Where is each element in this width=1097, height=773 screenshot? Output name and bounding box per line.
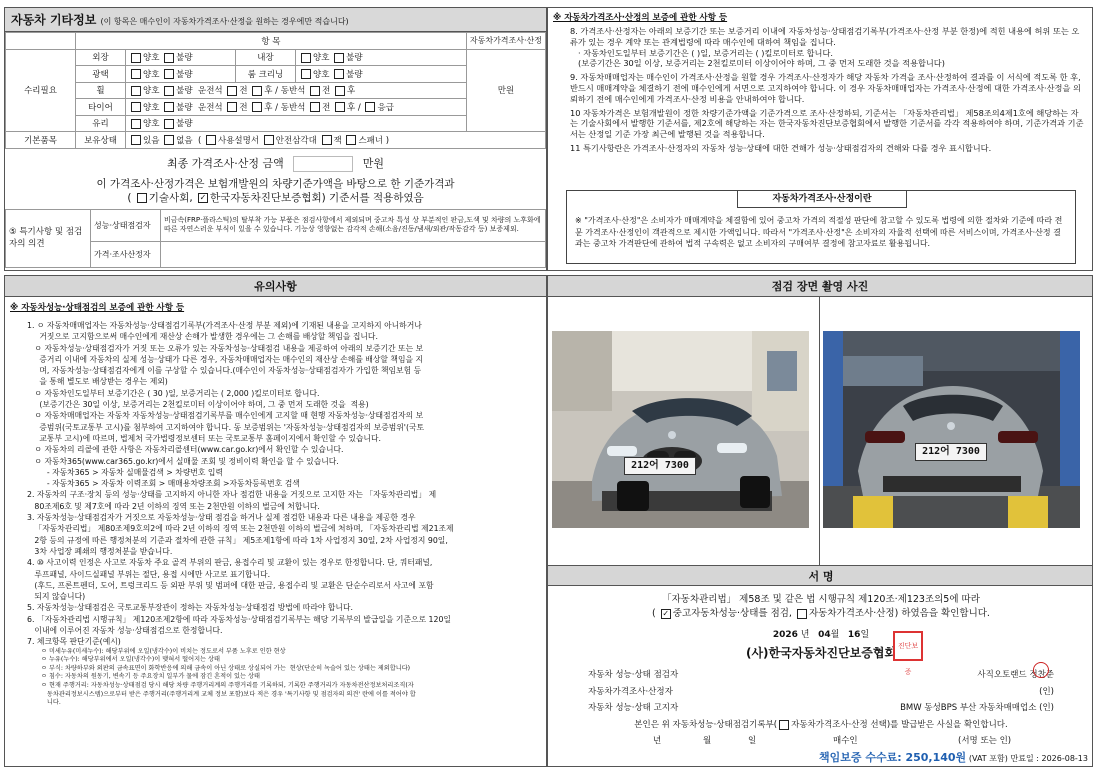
basis-line: 이 가격조사·산정가격은 보험개발원의 차량기준가액을 바탕으로 한 기준가격과 [96,177,455,190]
price-definition-title: 자동차가격조사·산정이란 [737,190,907,208]
bad-checkbox[interactable] [164,119,174,129]
bad-checkbox[interactable] [334,69,344,79]
final-price-unit: 만원 [362,156,384,170]
photo-title: 점검 장면 촬영 사진 [548,276,1092,297]
note-line: 루프패널, 사이드실패널 부위는 절단, 용접 시에만 사고로 표기합니다. [27,569,271,579]
note-line: 4. ⑩ 사고이력 인정은 사고로 자동차 주요 골격 부위의 판금, 용접수리 및 교환이 있는 경우로 한정합니다. 단, 쿼터패널, [27,558,433,568]
used-car-perf-checkbox[interactable]: ✓ [662,608,670,618]
price-guarantee-panel [547,7,1093,271]
sign-law-line: 「자동차관리법」 제58조 및 같은 법 시행규칙 제120조·제123조의5에 따라 [662,594,980,605]
note-line: 80조제6호 및 제7호에 따라 2년 이하의 징역 또는 2천만원 이하의 벌금에 처합니다. [27,501,320,511]
note-line: 증범위(국토교통부 고시)를 첨부하여 고지하여야 합니다. 동 보증범위는 '자동차성능·상태점검자의 보증범위'(국토 [27,422,425,432]
good-checkbox[interactable] [131,86,141,96]
front-car-photo [552,331,809,528]
price-survey-select-checkbox[interactable] [779,720,789,730]
note-line: 1. ㅇ 자동차매매업자는 자동차성능·상태점검기록부(가격조사·산정 부분 제외)에 기재된 내용을 고지하지 아니하거나 [27,321,422,330]
guarantee-item: 8. 가격조사·산정자는 아래의 보증기간 또는 보증거리 이내에 자동차성능·상태점검기록부(가격조사·산정 부분 한정)에 적힌 내용에 허위 또는 오류가 있는 경우 계약 또는 관계법령에 따라 매수인에 대하여 책임을 집니다. [570,26,1080,47]
repair-label: 수리필요 [6,49,76,132]
association-seal: 진단보증 [893,631,923,661]
note-line: - 자동차365 > 자동차 이력조회 > 매매용차량조회 >자동차등록번호 검색 [27,479,300,489]
note-line: 을 통해 별도로 배상받는 경우는 제외) [27,377,168,387]
photos-sign-panel: 점검 장면 촬영 사진 212어 7300 212어 7300 서 명 「자동차관리법」 제58조 및 같은 법 시행규칙 제120조·제123조의5에 따라 ( ✓ 중고자동차성능·상태를 점검, 자동차가격조사·산정) 하였음을 확인합니다. 2026 년 04월 16일 (사)한국자동차진단보증협회 진단보증 자동차 성능·상태 점검자 사직오토랜드 정찬준 자동차가격조사·산정자 (인) 자동차 성능·상태 고지자 BMW 동성BPS 부산 자동차매매업소 (인) 본인은 위 자동차성능·상태점검기록부( 자동차가격조사·산정 선택)를 발급받은 사실을 확인합니다. 년 월 일 매수인 (서명 또는 인) 책임보증 수수료: 250,140원 (VAT 포함) 만료일 : 2026-08-13 [547,275,1093,767]
role-row: 자동차 성능·상태 점검자 사직오토랜드 정찬준 [588,670,1054,680]
rear-checkbox[interactable] [335,102,345,112]
guarantee-item: · 자동차인도일부터 보증기간은 ( )일, 보증거리는 ( )킬로미터로 합니다. [578,47,833,58]
col-item-header: 항 목 [76,33,467,50]
front-checkbox[interactable] [310,86,320,96]
note-line: 되지 않습니다) [27,592,86,602]
special-notes-table [5,209,546,268]
price-definition-box [566,190,1076,264]
inspector-seal-icon [1033,662,1049,678]
criteria-line: ㅇ 미세누유(미세누수): 해당부위에 오일(냉각수)이 비치는 정도로서 부품 노후로 인한 현상 [41,647,286,655]
good-checkbox[interactable] [131,53,141,63]
front-checkbox[interactable] [227,86,237,96]
bad-checkbox[interactable] [334,53,344,63]
bad-checkbox[interactable] [164,102,174,112]
row-room-cleaning: 룸 크리닝 [236,66,296,83]
row-gloss: 광택 [76,66,126,83]
price-definition-text: ※ "가격조사·산정"은 소비자가 매매계약을 체결함에 있어 중고차 가격의 적절성 판단에 참고할 수 있도록 법령에 의한 절차와 기준에 따라 전문 가격조사·산정인이 객관적으로 제시한 가액입니다. 따라서 "가격조사·산정"은 소비자의 자율적 선택에 따른 서비스이며, 가격조사·산정 결과는 중고차 가격판단에 관하여 법적 구속력은 없고 소비자의 구매여부 결정에 참고자료로 활용됩니다. [575,216,1063,248]
price-guarantee-heading: ※ 자동차가격조사·산정의 보증에 관한 사항 등 [553,13,728,23]
row-exterior: 외장 [76,49,126,66]
note-line: ㅇ 자동차365(www.car365.go.kr)에서 실매물 조회 및 정비이력 확인을 할 수 있습니다. [27,456,339,466]
note-line: 며, 자동차성능·상태점검자에게 이를 구상할 수 있습니다.(매수인이 자동차성능·상태점검자가 가입한 책임보험 등 [27,366,422,376]
final-price-label: 최종 가격조사·산정 금액 [166,156,284,170]
price-inspector-note [161,241,546,267]
note-line: 3. 자동차성능·상태점검자가 거짓으로 자동차성능·상태 점검을 하거나 실제 점검한 내용과 다른 내용을 제공한 경우 [27,513,416,523]
front-checkbox[interactable] [227,102,237,112]
vehicle-other-info-panel [4,7,547,271]
rear-checkbox[interactable] [252,102,262,112]
spanner-checkbox[interactable] [346,135,356,145]
expiry-date: 만료일 : 2026-08-13 [1010,754,1088,763]
final-price-field[interactable] [293,156,353,172]
issuance-confirm-line: 본인은 위 자동차성능·상태점검기록부( 자동차가격조사·산정 선택)를 발급받은 사실을 확인합니다. [634,720,1008,730]
criteria-line: ㅇ 침수: 자동차의 원동기, 변속기 등 주요장치 일부가 물에 잠긴 흔적이 있는 상태 [41,673,260,681]
note-line: (후드, 프론트펜더, 도어, 트렁크리드 등 외판 부위 및 범퍼에 대한 판금, 용접수리 및 교환은 단순수리로서 사고에 포함 [27,580,434,590]
options-table: 항 목 자동차가격조사·산정 수리필요 외장 양호 불량 내장 양호 불량 만원 광택 양호 불량 룸 크리닝 양호 불량 휠 양호 불량 운전석 전 후 / 동반석 전 후 타이어 양호 불량 운전석 전 후 / 동반석 전 후 / 응급 유리 양호 불량 기본품목 보유상태 있음 없음 ( 사용설명서 안전삼각대 잭 스패너 ) [5,32,546,149]
note-line: 7. 체크항목 판단기준(예시) [27,637,121,647]
triangle-checkbox[interactable] [264,135,274,145]
rear-car-image [823,331,1080,528]
criteria-line: ㅇ 부식: 차량하부와 외판의 금속표면이 화학반응에 의해 금속이 아닌 상태로 상실되어 가는 현상(단순히 녹슬어 있는 상태는 제외합니다) [41,664,411,672]
notes-title: 유의사항 [5,276,546,297]
perf-inspector-note: 비금속(FRP·플라스틱)의 탈부착 가능 부품은 점검사항에서 제외되며 중고차 특성 상 부분적인 판금,도색 및 차량의 노후화에 따른 자연스러운 부식이 있을 수 있습니다. 기능상 영향없는 감각적 손해(소음/진동/냄새/외관/작동감각 등) 보증제외. [161,209,546,241]
good-checkbox[interactable] [131,69,141,79]
fee-row [548,749,1093,765]
price-inspector-label: 가격·조사산정자 [91,241,161,267]
note-line: ㅇ 자동차성능·상태점검자가 거짓 또는 오류가 있는 자동차성능·상태점검 내용을 제공하여 아래의 보증기간 또는 보 [27,343,424,353]
criteria-line: ㅇ 누유(누수): 해당부위에서 오일(냉각수)이 맺혀서 떨어지는 상태 [41,656,220,664]
good-checkbox[interactable] [131,102,141,112]
manual-checkbox[interactable] [206,135,216,145]
note-line: ㅇ 자동차의 리콜에 관한 사항은 자동차리콜센터(www.car.go.kr)에서 확인할 수 있습니다. [27,445,344,455]
bad-checkbox[interactable] [164,86,174,96]
criteria-line: 동차관리정보시스템)으로부터 받은 주행거리(주행거리계 교체 정보 포함)보다 적은 경우 '특기사항 및 점검자의 의견' 란에 이를 적어야 합 [41,690,416,698]
front-checkbox[interactable] [310,102,320,112]
note-line: 5. 자동차성능·상태점검은 국토교통부장관이 정하는 자동차성능·상태점검 방법에 따라야 합니다. [27,603,353,613]
note-line: 「자동차관리법」 제80조제9호의2에 따라 2년 이하의 징역 또는 2천만원 이하의 벌금에 처하며, 「자동차관리법 제21조제 [27,524,454,534]
note-line: 이내에 이루어진 자동차 성능·상태점검으로 한정합니다. [27,626,223,636]
note-line: 2. 자동차의 구조·장치 등의 성능·상태를 고지하지 아니한 자나 점검한 내용을 거짓으로 고지한 자는 「자동차관리법」 제 [27,490,437,500]
signature-title: 서 명 [548,565,1093,586]
basis-text: 이 가격조사·산정가격은 보험개발원의 차량기준가액을 바탕으로 한 기준가격과 ( 기술사회, ✓ 한국자동차진단보증협회) 기준서를 적용하였음 [5,177,546,205]
guarantee-item: (보증기간은 30일 이상, 보증거리는 2천킬로미터 이상이어야 하며, 그 중 먼저 도래한 것을 적용합니다) [578,58,945,69]
criteria-line: ㅇ 현재 주행거리: 자동차성능·상태점검 당시 해당 차량 주행거리계의 주행거리를 기록하되, 기록한 주행거리가 자동차전산정보처리조직(자 [41,681,414,689]
sign-confirm-line: ( ✓ 중고자동차성능·상태를 점검, 자동차가격조사·산정) 하였음을 확인합니다. [652,608,990,619]
col-price-header: 자동차가격조사·산정 [466,33,545,50]
note-line: 증거리 이내에 자동차의 실제 성능·상태가 다른 경우, 자동차매매업자는 매수인의 재산상 손해를 배상할 책임을 지 [27,354,424,364]
note-line: ㅇ 자동차인도일부터 보증기간은 ( 30 )일, 보증거리는 ( 2,000 )킬로미터로 합니다. [27,388,320,398]
bad-checkbox[interactable] [164,53,174,63]
criteria-line: 니다. [41,699,61,707]
photo-divider [819,297,820,565]
sign-date: 2026 년 04월 16일 [772,630,870,640]
basic-status-label: 보유상태 [76,132,126,149]
kadia-checkbox[interactable]: ✓ [199,192,207,202]
front-car-image [552,331,809,528]
notes-heading: ※ 자동차성능·상태점검의 보증에 관한 사항 등 [10,303,185,313]
have-checkbox[interactable] [131,135,141,145]
emergency-checkbox[interactable] [365,102,375,112]
price-unit: 만원 [466,49,545,132]
note-line: 3차 사업장 폐쇄의 행정처분을 받습니다. [27,546,173,556]
row-glass: 유리 [76,115,126,132]
rear-checkbox[interactable] [252,86,262,96]
note-line: 교통부 고시)에 따르며, 법제처 국가법령정보센터 또는 국토교통부 홈페이지에서 확인할 수 있습니다. [27,433,381,443]
note-line: - 자동차365 > 자동차 실매물검색 > 차량번호 입력 [27,467,223,477]
row-tire: 타이어 [76,99,126,116]
note-line: 거짓으로 고지함으로써 매수인에게 재산상 손해가 발생한 경우에는 그 손해를 배상할 책임을 집니다. [27,332,378,342]
none-checkbox[interactable] [164,135,174,145]
rear-license-plate: 212어 7300 [915,443,987,461]
guarantee-item: 9. 자동차매매업자는 매수인이 가격조사·산정을 원할 경우 가격조사·산정자가 해당 자동차 가격을 조사·산정하여 결과를 이 서식에 적도록 한 후, 반드시 매매계약을 체결하기 전에 매수인에게 서면으로 고지하여야 합니다. 이 경우 자동차매매업자는 가격조사·산정에 대한 가격조사·산정을 의뢰하기 전에 매수인에게 가격조사·산정 비용을 안내하여야 합니다. [570,72,1081,104]
good-checkbox[interactable] [301,69,311,79]
check-criteria-list [5,648,546,708]
note-line: 2항 등의 규정에 따른 행정처분의 기준과 절차에 관한 규칙」 제5조제1항에 따라 1차 사업정지 30일, 2차 사업정지 90일, [27,535,448,545]
price-survey-checkbox[interactable] [797,609,807,619]
final-price-row [5,155,546,172]
perf-inspector-label: 성능·상태점검자 [91,209,161,241]
front-license-plate: 212어 7300 [624,457,696,475]
basic-items-label: 기본품목 [6,132,76,149]
section-title: 자동차 기타정보 [11,13,97,27]
rear-checkbox[interactable] [335,86,345,96]
role-row: 자동차가격조사·산정자 (인) [588,687,1054,697]
guarantee-item: 10 자동차가격은 보험개발원이 정한 차량기준가액을 기준가격으로 조사·산정하되, 기준서는 「자동차관리법」 제58조의4제1호에 해당하는 자는 기술사회에서 발행한 기준서를, 제2호에 해당하는 자는 한국자동차진단보증협회에서 발행한 기준서를 각각 적용하여야 하며, 기준가격과 기준서는 산정일 기준 가장 최근에 발행된 것을 적용합니다. [570,107,1084,140]
association-name: (사)한국자동차진단보증협회 [745,646,897,660]
note-line: (보증기간은 30일 이상, 보증거리는 2천킬로미터 이상이어야 하며, 그 중 먼저 도래한 것을 적용) [27,400,369,410]
row-interior: 내장 [236,49,296,66]
row-wheel: 휠 [76,82,126,99]
jack-checkbox[interactable] [322,135,332,145]
tech-society-checkbox[interactable] [137,193,147,203]
notes-panel [4,275,547,767]
note-line: ㅇ 자동차매매업자는 자동차 자동차성능·상태점검기록부를 매수인에게 고지할 때 현행 자동차성능·상태점검자의 보 [27,411,424,421]
guarantee-item: 11 특기사항란은 가격조사·산정자의 자동차 성능·상태에 대한 견해가 성능·상태점검자의 견해와 다를 경우 표시합니다. [570,142,992,153]
price-guarantee-list [548,26,1092,154]
fee-label: 책임보증 수수료: 250,140원 [819,751,967,764]
bad-checkbox[interactable] [164,69,174,79]
good-checkbox[interactable] [301,53,311,63]
section-note: (이 항목은 매수인이 자동차가격조사·산정을 원하는 경우에만 적습니다) [100,17,349,26]
vehicle-other-info-title [5,8,546,32]
role-row: 자동차 성능·상태 고지자 BMW 동성BPS 부산 자동차매매업소 (인) [588,703,1054,713]
fee-vat: (VAT 포함) [968,754,1008,763]
note-line: 6. 「자동차관리법 시행규칙」 제120조제2항에 따라 자동차성능·상태점검기록부는 해당 기록부의 발급일을 기준으로 120일 [27,614,451,624]
special-notes-label: ⑤ 특기사항 및 점검자의 의견 [6,209,91,267]
good-checkbox[interactable] [131,119,141,129]
notes-list [5,316,546,648]
rear-car-photo [823,331,1080,528]
